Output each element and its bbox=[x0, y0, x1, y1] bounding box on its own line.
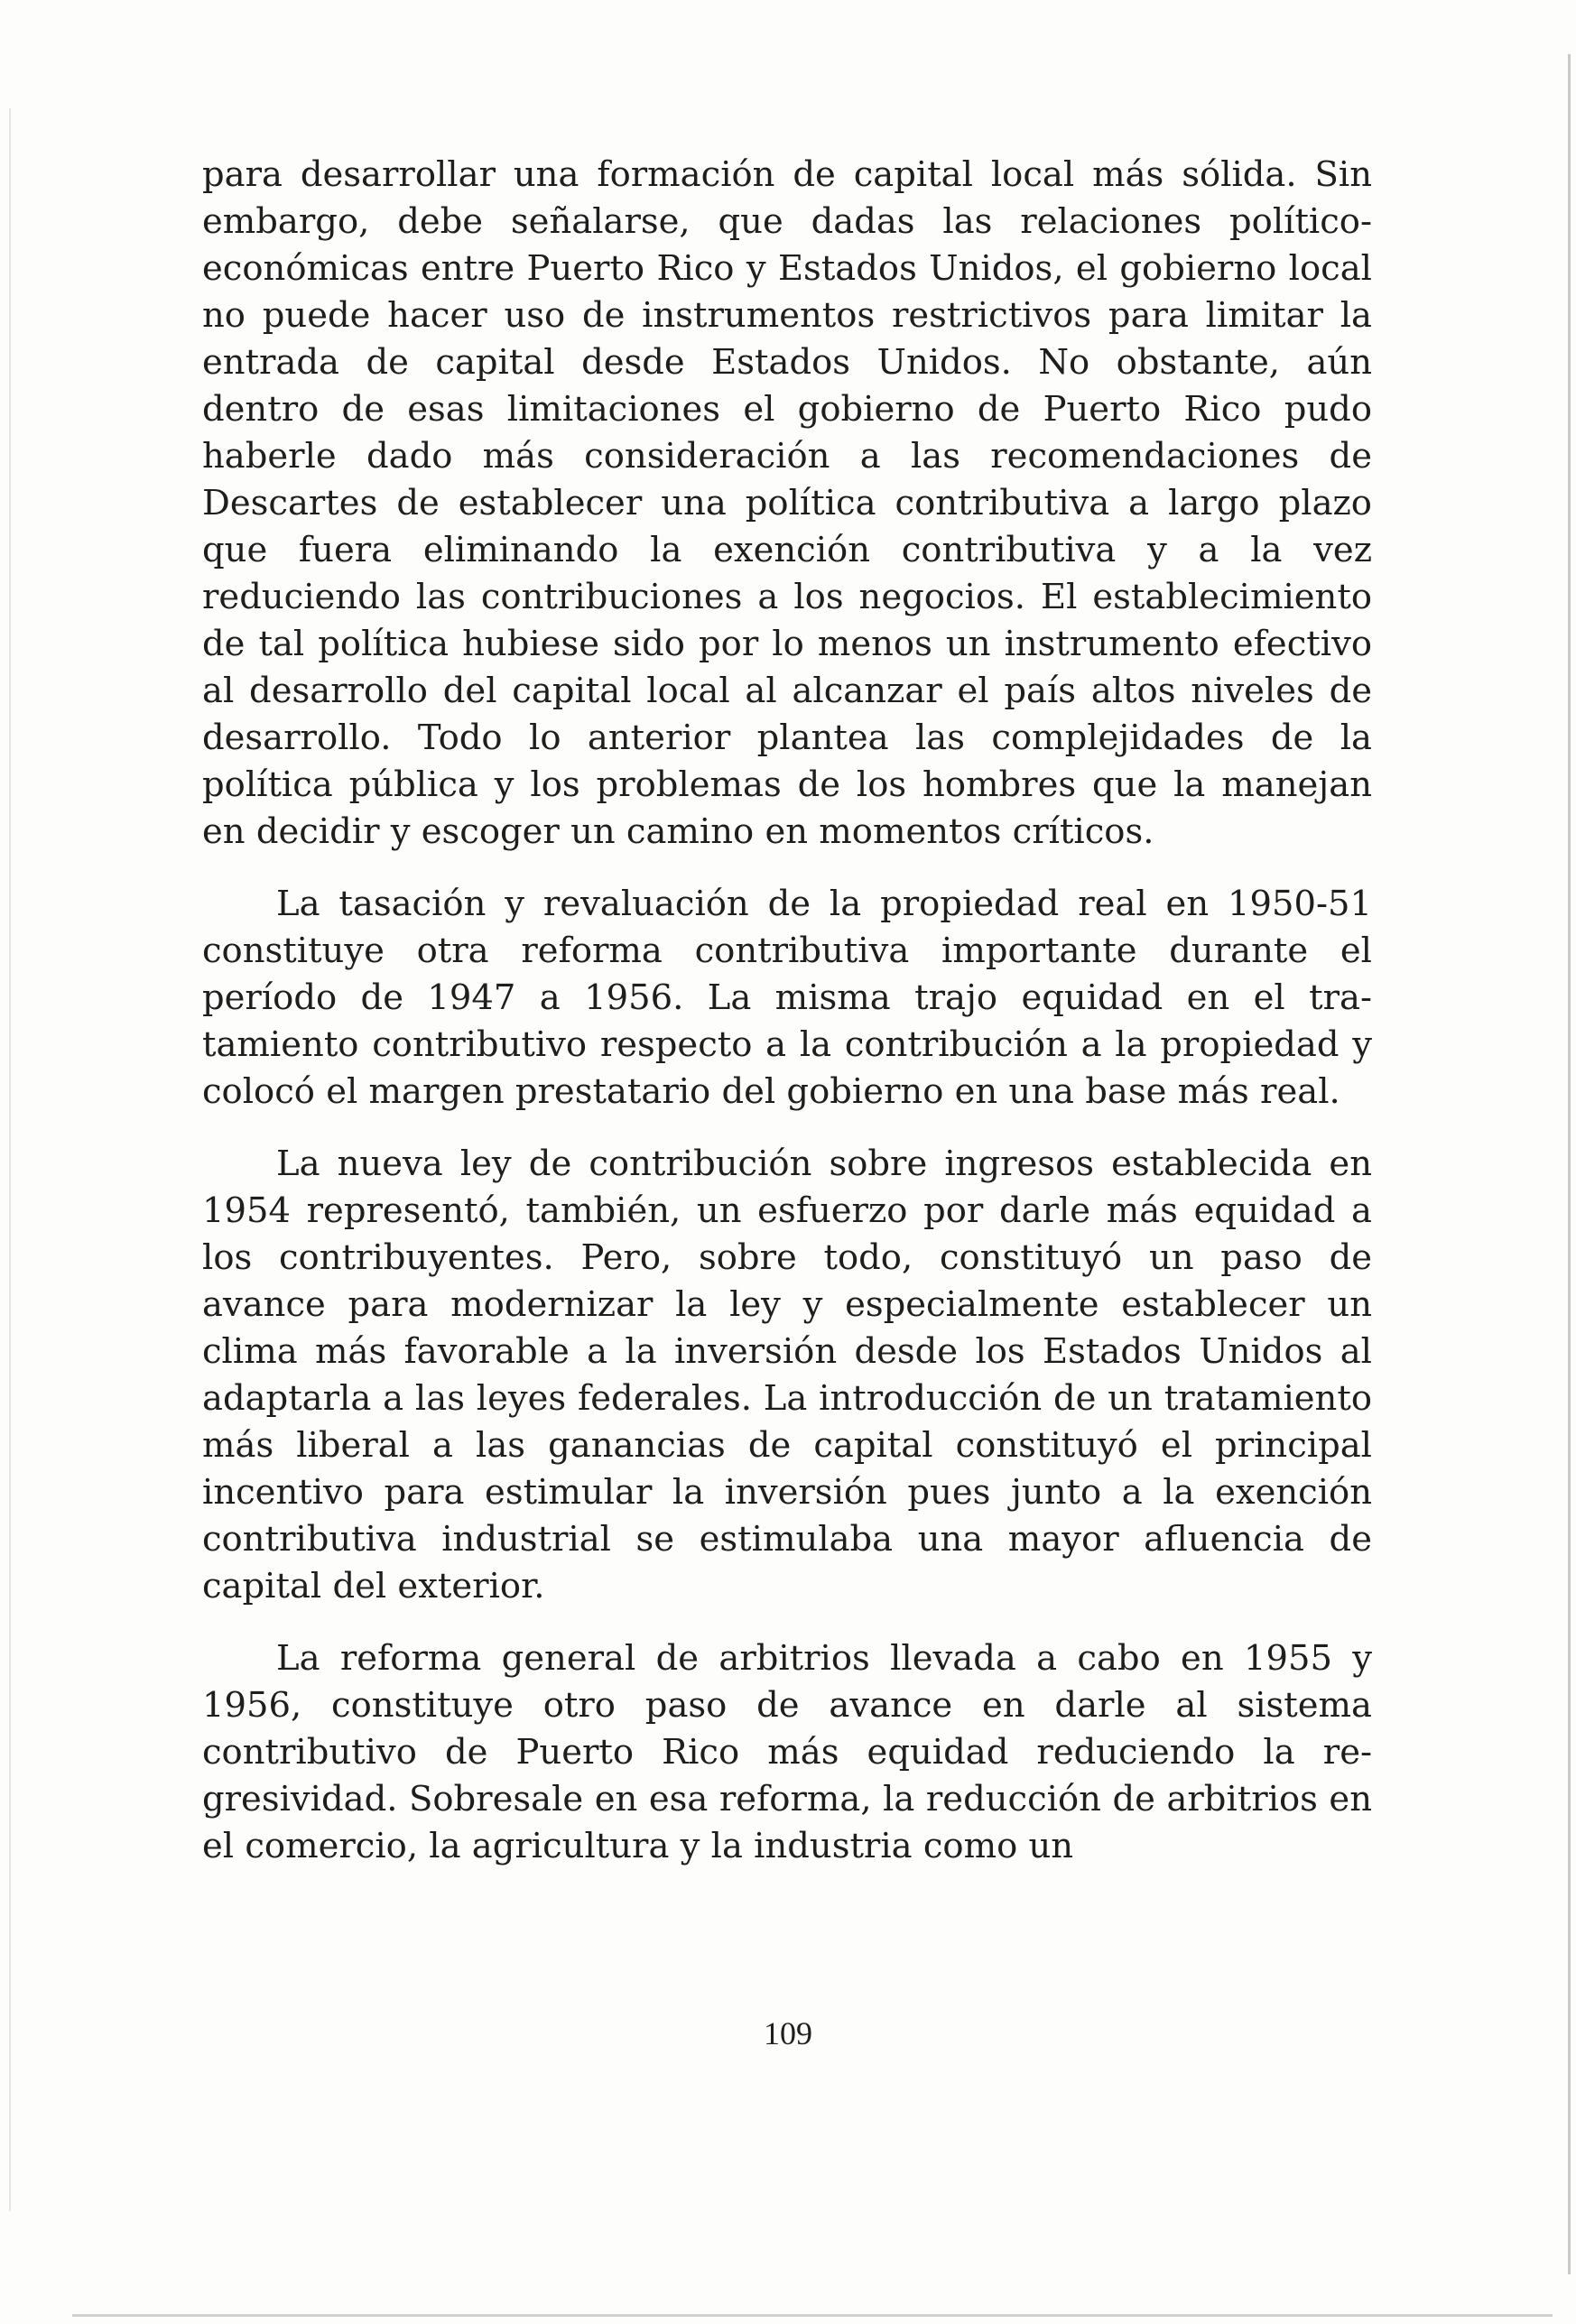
paragraph-2: La tasación y revaluación de la propiedad real en 1950-51 constituye otra reforma contributiva importante durante el período de 1947 a 1956. La misma trajo equidad en el tratamiento contributivo respecto a la contribución a la propiedad y colocó el margen prestatario del gobierno en una base más real. bbox=[202, 884, 1372, 1112]
paragraph-1: para desarrollar una formación de capital local más sólida. Sin embargo, debe señalarse, que dadas las relaciones político-económicas entre Puerto Rico y Estados Unidos, el gobierno local no puede hacer uso de instrumentos restrictivos para limitar la entrada de capital desde Estados Unidos. No obstante, aún dentro de esas limitaciones el gobierno de Puerto Rico pudo haberle dado más consideración a las recomendaciones de Descartes de establecer una política contributiva a largo plazo que fuera eliminando la exención contributiva y a la vez reduciendo las contribuciones a los negocios. El establecimiento de tal política hubiese sido por lo menos un instrumento efectivo al desarrollo del capital local al alcanzar el país altos niveles de desarrollo. Todo lo anterior plantea las complejidades de la política pública y los problemas de los hombres que la manejan en decidir y escoger un camino en momentos críticos. bbox=[202, 154, 1372, 852]
page-left-edge-shadow bbox=[9, 108, 11, 2211]
page-number: 109 bbox=[764, 2015, 812, 2051]
paragraph-3: La nueva ley de contribución sobre ingresos establecida en 1954 representó, también, un esfuerzo por darle más equidad a los contribuyentes. Pero, sobre todo, constituyó un paso de avance para modernizar la ley y especialmente establecer un clima más favorable a la inversión desde los Estados Unidos al adaptarla a las leyes federales. La introducción de un tratamiento más liberal a las ganancias de capital constituyó el principal incentivo para estimular la inversión pues junto a la exención contributiva industrial se estimulaba una mayor afluencia de capital del exterior. bbox=[202, 1143, 1372, 1606]
body-text bbox=[202, 152, 1372, 1870]
paragraph-4: La reforma general de arbitrios llevada a cabo en 1955 y 1956, constituye otro paso de avance en darle al sistema contributivo de Puerto Rico más equidad reduciendo la regresividad. Sobresale en esa reforma, la reducción de arbitrios en el comercio, la agricultura y la industria como un bbox=[202, 1638, 1372, 1866]
page-bottom-edge-shadow bbox=[72, 2314, 1553, 2317]
page-right-edge-shadow bbox=[1568, 54, 1571, 2274]
